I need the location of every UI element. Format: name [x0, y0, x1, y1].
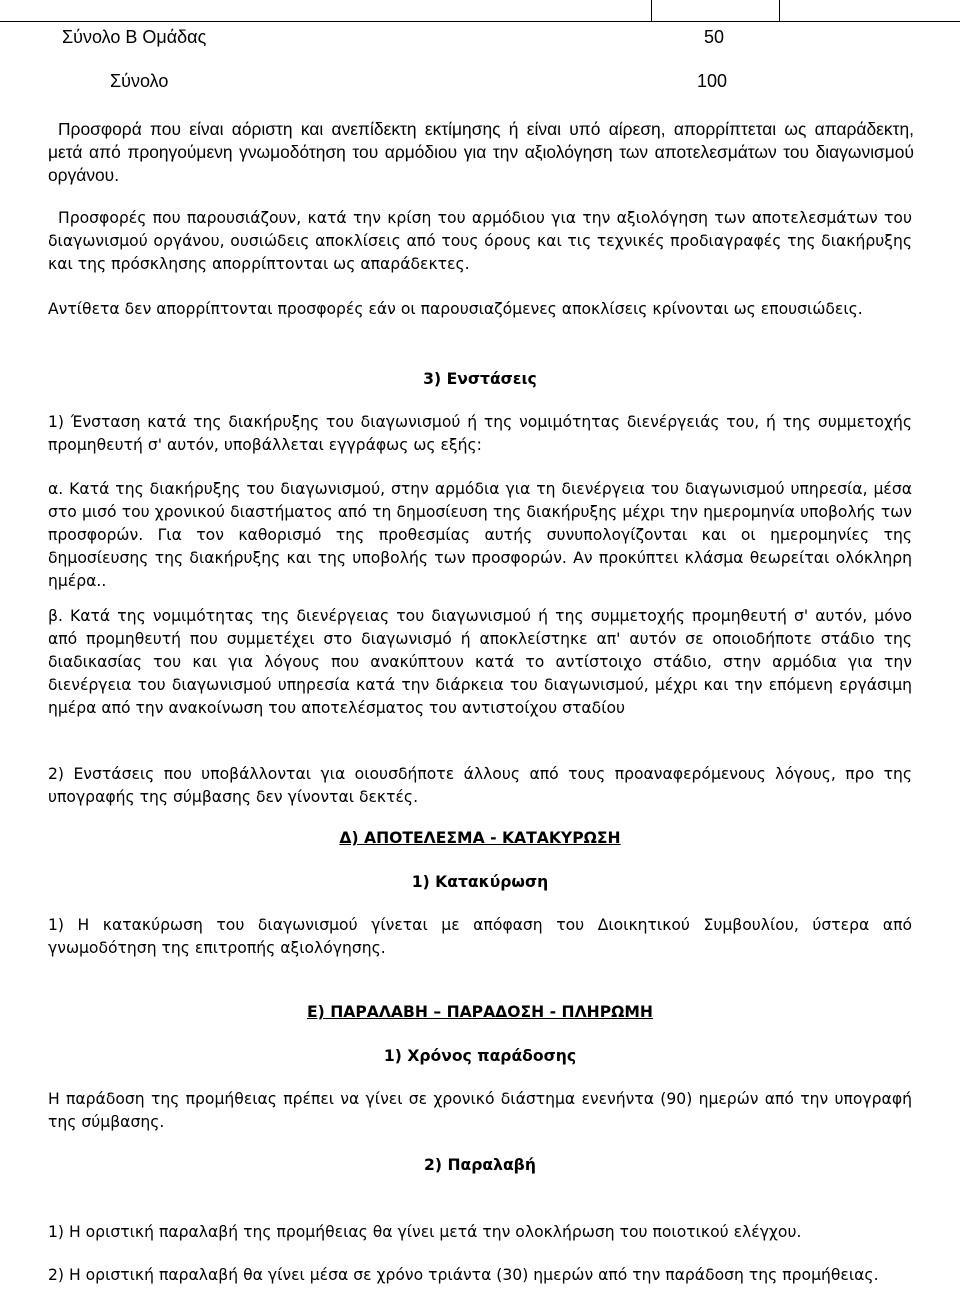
paragraph: 2) Ενστάσεις που υποβάλλονται για οιουσδήποτε άλλους από τους προαναφερόμενους λόγους, προ της υπογραφής της σύμβασης δεν γίνονται δεκτές.: [48, 765, 912, 806]
paragraph: 1) Ένσταση κατά της διακήρυξης του διαγωνισμού ή της νομιμότητας διενέργειάς του, ή της συμμετοχής προμηθευτή σ' αυτόν, υποβάλλεται εγγράφως ως εξής:: [48, 413, 912, 454]
subsection-heading: 2) Παραλαβή: [424, 1156, 536, 1174]
table-row-label: Σύνολο Β Ομάδας: [62, 27, 207, 47]
paragraph: Η παράδοση της προμήθειας πρέπει να γίνει σε χρονικό διάστημα ενενήντα (90) ημερών από την υπογραφή της σύμβασης.: [48, 1090, 912, 1131]
section-heading: Δ) ΑΠΟΤΕΛΕΣΜΑ - ΚΑΤΑΚΥΡΩΣΗ: [339, 829, 621, 847]
table-top-border: [0, 21, 960, 22]
table-cell-divider-1: [651, 0, 652, 22]
table-row-value: 50: [704, 27, 725, 47]
paragraph: Προσφορές που παρουσιάζουν, κατά την κρίση του αρμόδιου για την αξιολόγηση των αποτελεσμάτων του διαγωνισμού οργάνου, ουσιώδεις αποκλίσεις από τους όρους και τις τεχνικές προδιαγραφές της διακήρυξης και της πρόσκλησης απορρίπτονται ως απαράδεκτες.: [48, 209, 912, 273]
paragraph: α. Κατά της διακήρυξης του διαγωνισμού, στην αρμόδια για τη διενέργεια του διαγωνισμού υπηρεσία, μέσα στο μισό του χρονικού διαστήματος από τη δημοσίευση της διακήρυξης μέχρι την ημερομηνία υποβολής των προσφορών. Για τον καθορισμό της προθεσμίας αυτής συνυπολογίζονται και οι ημερομηνίες της δημοσίευσης της διακήρυξης και της υποβολής των προσφορών. Αν προκύπτει κλάσμα θεωρείται ολόκληρη ημέρα..: [48, 480, 912, 590]
paragraph: β. Κατά της νομιμότητας της διενέργειας του διαγωνισμού ή της συμμετοχής προμηθευτή σ' αυτόν, μόνο από προμηθευτή που συμμετέχει στο διαγωνισμό ή αποκλείστηκε απ' αυτόν σε οποιοδήποτε στάδιο της διαδικασίας του και για λόγους που ανακύπτουν κατά το αντίστοιχο στάδιο, στην αρμόδια για την διενέργεια του διαγωνισμού υπηρεσία κατά την διάρκεια του διαγωνισμού, μέχρι και την επόμενη εργάσιμη ημέρα από την ανακοίνωση του αποτελέσματος του αντιστοίχου σταδίου: [48, 607, 912, 717]
section-heading: 3) Ενστάσεις: [423, 370, 537, 388]
table-row-label: Σύνολο: [110, 71, 169, 91]
paragraph: 1) Η οριστική παραλαβή της προμήθειας θα γίνει μετά την ολοκλήρωση του ποιοτικού ελέγχου.: [48, 1223, 802, 1241]
paragraph: Αντίθετα δεν απορρίπτονται προσφορές εάν οι παρουσιαζόμενες αποκλίσεις κρίνονται ως επουσιώδεις.: [48, 300, 863, 318]
paragraph: Προσφορά που είναι αόριστη και ανεπίδεκτη εκτίμησης ή είναι υπό αίρεση, απορρίπτεται ως απαράδεκτη, μετά από προηγούμενη γνωμοδότηση του αρμόδιου για την αξιολόγηση των αποτελεσμάτων του διαγωνισμού οργάνου.: [48, 119, 914, 185]
paragraph: 1) Η κατακύρωση του διαγωνισμού γίνεται με απόφαση του Διοικητικού Συμβουλίου, ύστερα από γνωμοδότηση της επιτροπής αξιολόγησης.: [48, 916, 912, 957]
section-heading: Ε) ΠΑΡΑΛΑΒΗ – ΠΑΡΑΔΟΣΗ - ΠΛΗΡΩΜΗ: [307, 1003, 653, 1021]
subsection-heading: 1) Κατακύρωση: [411, 873, 549, 891]
table-cell-divider-2: [779, 0, 780, 22]
paragraph: 2) Η οριστική παραλαβή θα γίνει μέσα σε χρόνο τριάντα (30) ημερών από την παράδοση της προμήθειας.: [48, 1266, 879, 1284]
table-row-value: 100: [697, 71, 728, 91]
subsection-heading: 1) Χρόνος παράδοσης: [383, 1047, 577, 1065]
